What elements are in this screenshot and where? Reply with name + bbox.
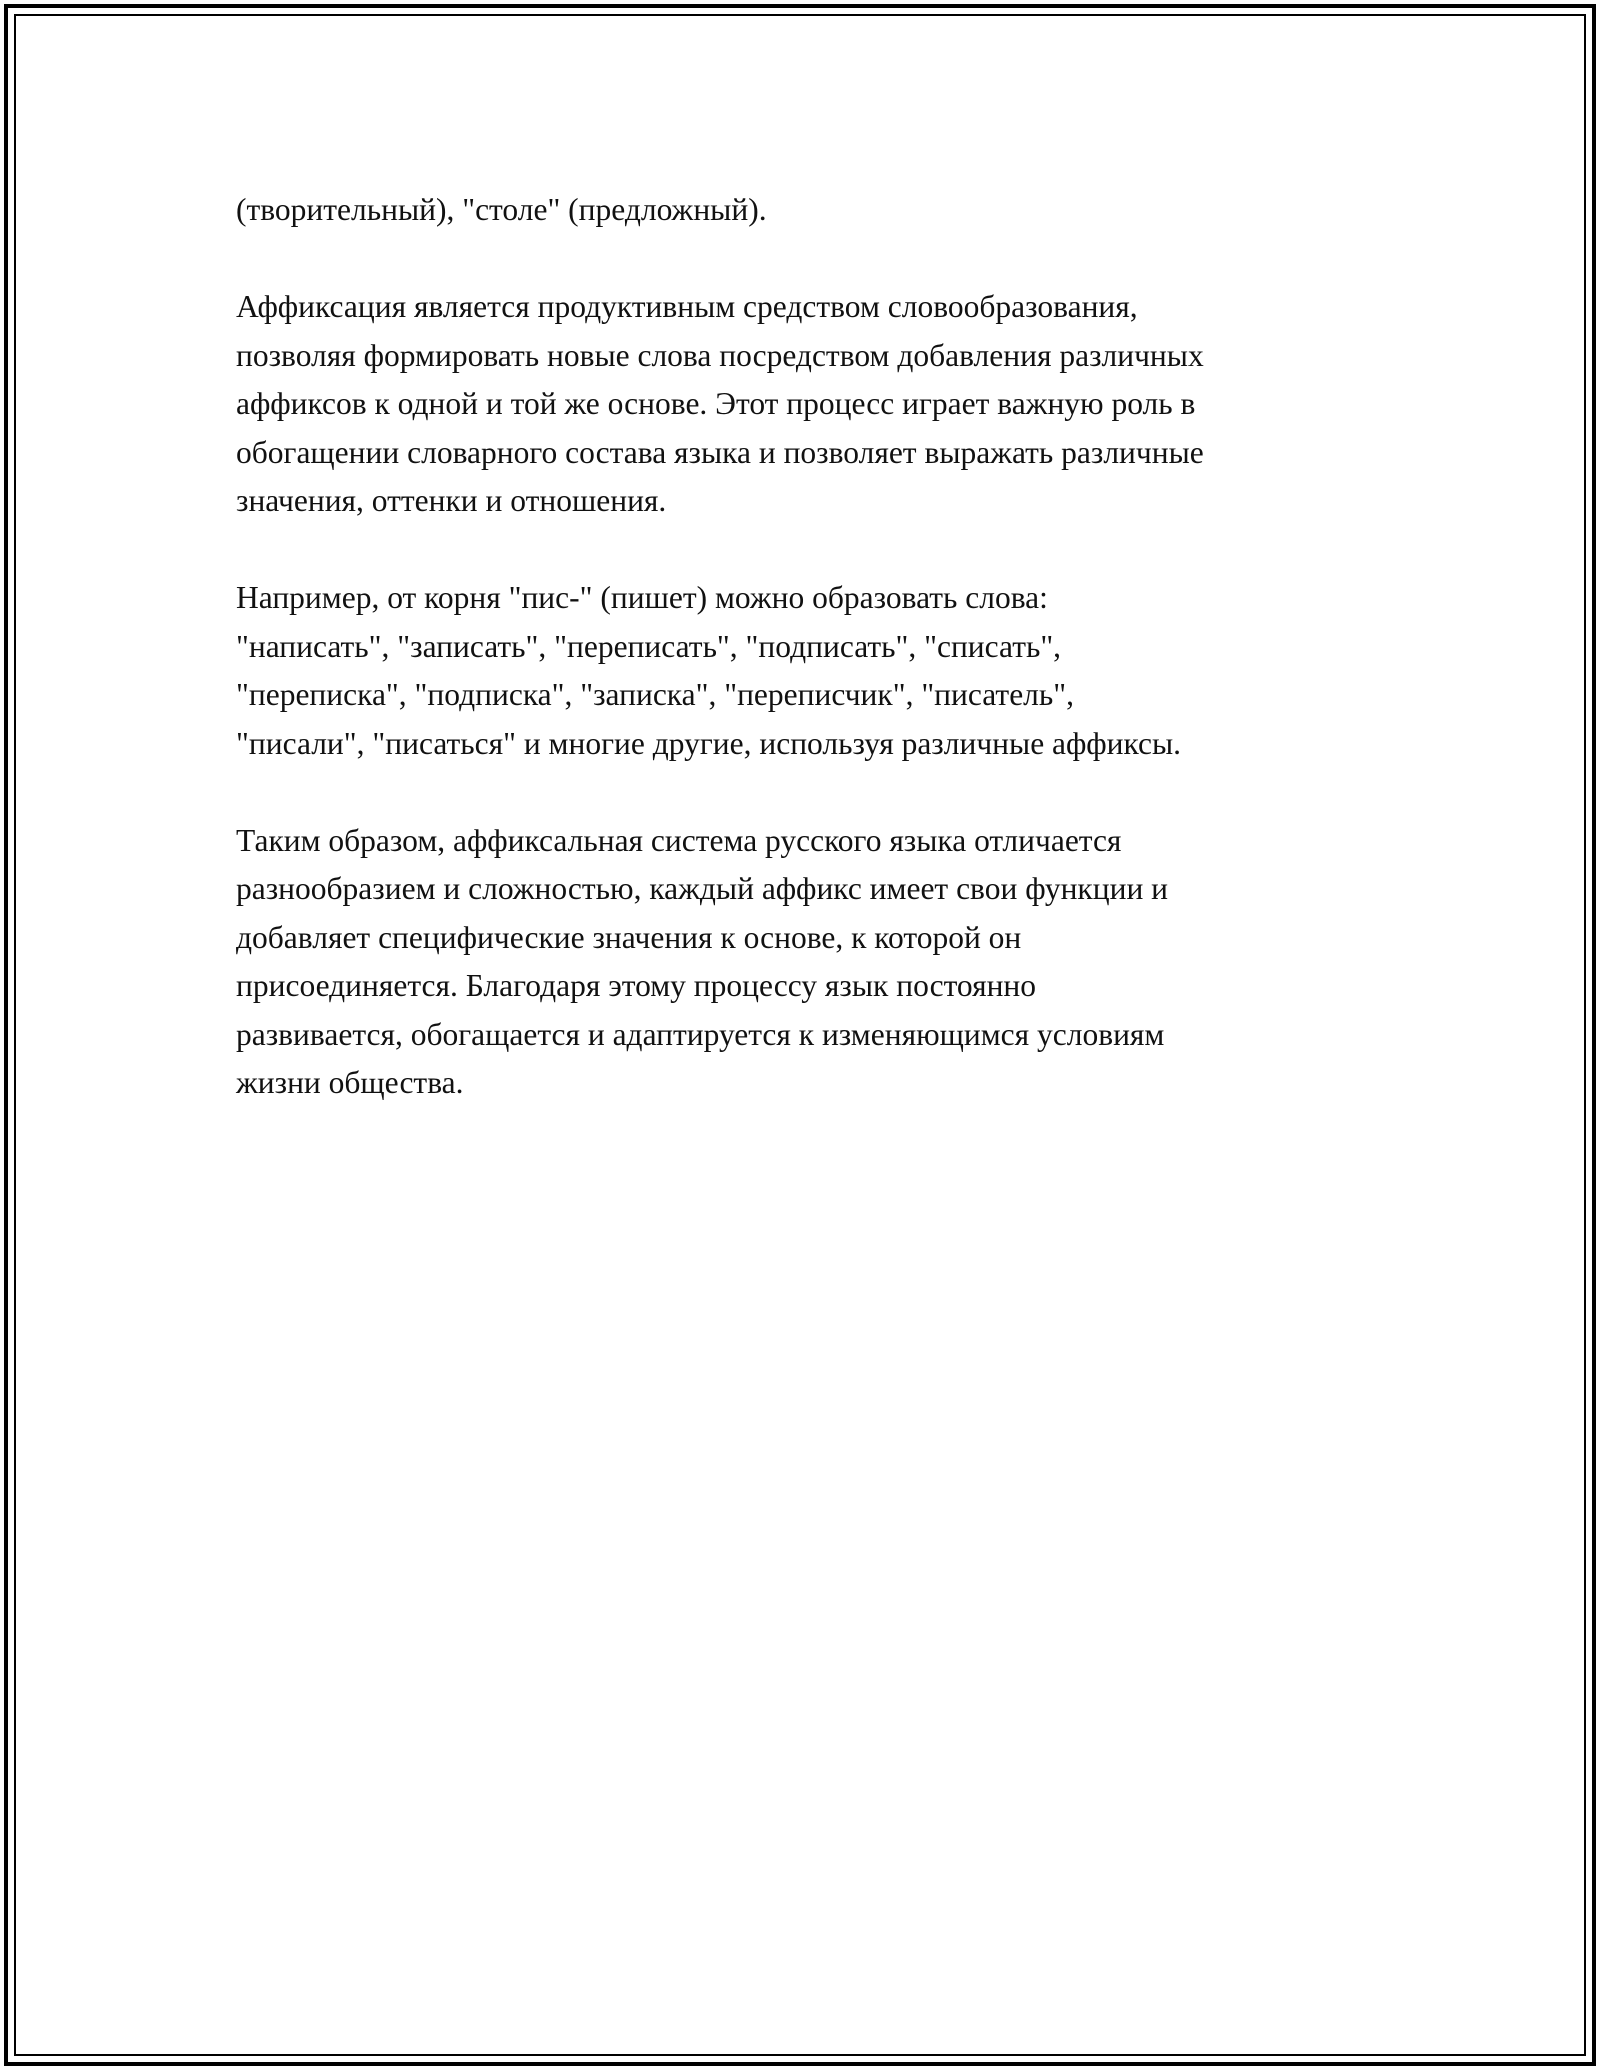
- text-line: Аффиксация является продуктивным средством словообразования,: [236, 289, 1138, 324]
- text-line: присоединяется. Благодаря этому процессу язык постоянно: [236, 968, 1037, 1003]
- paragraph-affixation: [236, 283, 1400, 526]
- text-line: Таким образом, аффиксальная система русского языка отличается: [236, 822, 1122, 858]
- text-line: "написать", "записать", "переписать", "подписать", "списать",: [236, 628, 1062, 664]
- text-line: разнообразием и сложностью, каждый аффикс имеет свои функции и: [236, 871, 1169, 906]
- text-line: развивается, обогащается и адаптируется к изменяющимся условиям: [236, 1016, 1165, 1052]
- text-line: обогащении словарного состава языка и позволяет выражать различные: [236, 434, 1204, 470]
- text-line: позволяя формировать новые слова посредством добавления различных: [236, 337, 1204, 373]
- paragraph-case-endings: [236, 186, 1400, 235]
- text-line: (творительный), "столе" (предложный).: [236, 192, 767, 227]
- text-line: значения, оттенки и отношения.: [236, 483, 667, 518]
- text-line: "переписка", "подписка", "записка", "переписчик", "писатель",: [236, 677, 1074, 712]
- text-line: жизни общества.: [236, 1065, 464, 1100]
- paragraph-example: [236, 574, 1400, 768]
- document-body: [236, 186, 1400, 1156]
- paragraph-conclusion: [236, 817, 1400, 1108]
- text-line: "писали", "писаться" и многие другие, используя различные аффиксы.: [236, 725, 1182, 761]
- text-line: добавляет специфические значения к основе, к которой он: [236, 919, 1022, 955]
- text-line: аффиксов к одной и той же основе. Этот процесс играет важную роль в: [236, 386, 1196, 421]
- text-line: Например, от корня "пис-" (пишет) можно образовать слова:: [236, 580, 1048, 615]
